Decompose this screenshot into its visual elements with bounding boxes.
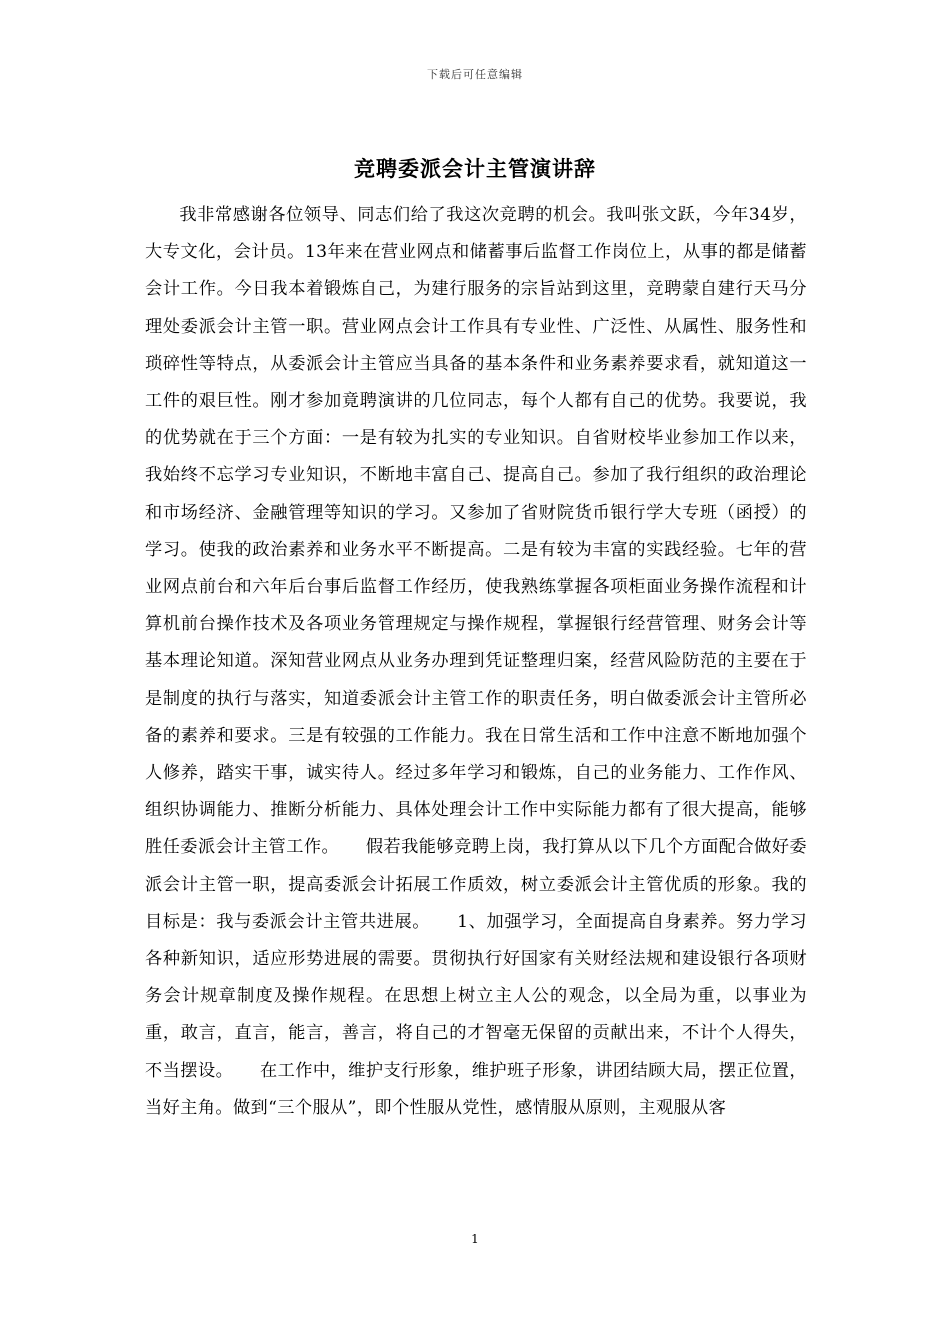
page-number: 1 xyxy=(471,1232,479,1246)
body-paragraph: 我非常感谢各位领导、同志们给了我这次竞聘的机会。我叫张文跃，今年34岁，大专文化，会计员。13年来在营业网点和储蓄事后监督工作岗位上，从事的都是储蓄会计工作。今日我本着锻炼自己，为建行服务的宗旨站到这里，竞聘蒙自建行天马分理处委派会计主管一职。营业网点会计工作具有专业性、广泛性、从属性、服务性和琐碎性等特点，从委派会计主管应当具备的基本条件和业务素养要求看，就知道这一工件的艰巨性。刚才参加竟聘演讲的几位同志，每个人都有自己的优势。我要说，我的优势就在于三个方面：一是有较为扎实的专业知识。自省财校毕业参加工作以来，我始终不忘学习专业知识，不断地丰富自己、提高自己。参加了我行组织的政治理论和市场经济、金融管理等知识的学习。又参加了省财院货币银行学大专班（函授）的学习。使我的政治素养和业务水平不断提高。二是有较为丰富的实践经验。七年的营业网点前台和六年后台事后监督工作经历，使我熟练掌握各项柜面业务操作流程和计算机前台操作技术及各项业务管理规定与操作规程，掌握银行经营管理、财务会计等基本理论知道。深知营业网点从业务办理到凭证整理归案，经营风险防范的主要在于是制度的执行与落实，知道委派会计主管工作的职责任务，明白做委派会计主管所必备的素养和要求。三是有较强的工作能力。我在日常生活和工作中注意不断地加强个人修养，踏实干事，诚实待人。经过多年学习和锻炼，自己的业务能力、工作作风、组织协调能力、推断分析能力、具体处理会计工作中实际能力都有了很大提高，能够胜任委派会计主管工作。 假若我能够竞聘上岗，我打算从以下几个方面配合做好委派会计主管一职，提高委派会计拓展工作质效，树立委派会计主管优质的形象。我的目标是：我与委派会计主管共进展。 1、加强学习，全面提高自身素养。努力学习各种新知识，适应形势进展的需要。贯彻执行好国家有关财经法规和建设银行各项财务会计规章制度及操作规程。在思想上树立主人公的观念，以全局为重，以事业为重，敢言，直言，能言，善言，将自己的才智毫无保留的贡献出来，不计个人得失，不当摆设。 在工作中，维护支行形象，维护班子形象，讲团结顾大局，摆正位置，当好主角。做到“三个服从”，即个性服从党性，感情服从原则，主观服从客 xyxy=(145,205,807,1118)
header-note: 下载后可任意编辑 xyxy=(427,68,523,81)
document-title: 竞聘委派会计主管演讲辞 xyxy=(354,156,596,181)
